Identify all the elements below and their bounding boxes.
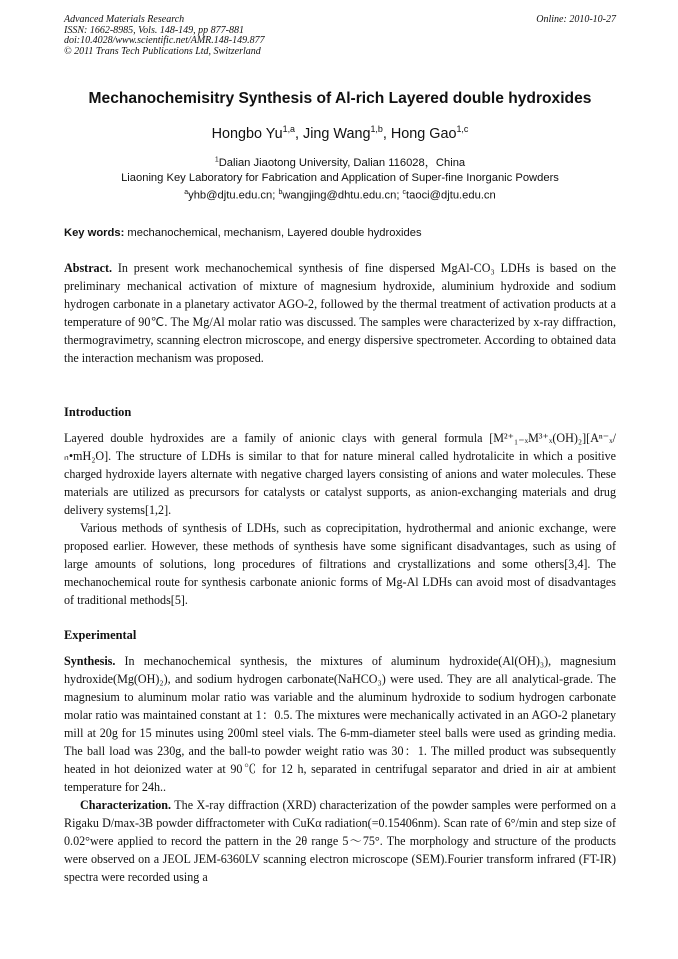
introduction-paragraph-2: Various methods of synthesis of LDHs, such as coprecipitation, hydrothermal and anionic exchange, were proposed earlier. However, these methods of synthesis have some significant disadvantages, such as using of large amounts of solutions, long procedures of filtrations and crystallizations and some others[3,4]. The mechanochemical route for synthesis carbonate anionic forms of Mg-Al LDHs can avoid most of disadvantages of traditional methods[5]. — [64, 521, 616, 607]
journal-name: Advanced Materials Research — [64, 14, 185, 25]
author-affiliation-mark: 1,b — [370, 124, 383, 134]
journal-header — [64, 15, 616, 57]
synthesis-paragraph — [64, 652, 616, 796]
abstract — [64, 259, 616, 367]
introduction-paragraph-1: Layered double hydroxides are a family of anionic clays with general formula [M²⁺₁₋ₓM³⁺ₓ(OH)₂][Aⁿ⁻ₓ/ₙ•mH₂O]. The structure of LDHs is similar to that for nature mineral called hydrotalicite in which a positive charged hydroxide layers alternate with negative charged layers consisting of anions and water molecules. These materials are utilized as precursors for catalysts or catalyst supports, as anion-exchanging materials and drug delivery systems[1,2]. — [64, 431, 616, 517]
synthesis-text: In mechanochemical synthesis, the mixtures of aluminum hydroxide(Al(OH)₃), magnesium hydroxide(Mg(OH)₂), and sodium hydrogen carbonate(NaHCO₃) were used. They are all analytical-grade. The magnesium to aluminum molar ratio was variable and the aluminum hydroxide to sodium hydrogen carbonate molar ratio was maintained constant at 1：0.5. The mixtures were mechanically activated in an AGO-2 planetary mill at 20g for 15 minutes using 200ml steel vials. The 6-mm-diameter steel balls were used as grinding media. The ball load was 230g, and the ball-to powder weight ratio was 30：1. The milled product was subsequently heated in hot deionized water at 90℃ for 12 h, separated in centrifugal separator and dried in air at ambient temperature for 24h.. — [64, 654, 616, 794]
issn-line: ISSN: 1662-8985, Vols. 148-149, pp 877-881 — [64, 24, 244, 36]
characterization-text: The X-ray diffraction (XRD) characterization of the powder samples were performed on a Rigaku D/max-3B powder diffractometer with CuKα radiation(=0.15406nm). Scan rate of 6°/min and step size of 0.02°were applied to record the pattern in the 2θ range 5～75°. The morphology and structure of the products were observed on a JEOL JEM-6360LV scanning electron microscope (SEM).Fourier transform infrared (FT-IR) spectra were recorded using a — [64, 798, 616, 884]
author-name: Jing Wang — [303, 125, 371, 142]
affiliation-text: Dalian Jiaotong University, Dalian 116028，China — [218, 157, 466, 169]
author-affiliation-mark: 1,c — [456, 124, 469, 134]
paper-title: Mechanochemisitry Synthesis of Al-rich Layered double hydroxides — [88, 90, 592, 107]
keywords-label: Key words: — [64, 227, 125, 239]
author-separator: , — [295, 125, 303, 142]
email-b: wangjing@dhtu.edu.cn; — [282, 189, 403, 202]
experimental-body — [64, 652, 616, 886]
author-affiliation-mark: 1,a — [282, 124, 295, 134]
doi-line: doi:10.4028/www.scientific.net/AMR.148-149.877 — [64, 35, 265, 46]
introduction-heading: Introduction — [64, 405, 132, 419]
introduction-body — [64, 429, 616, 609]
email-a: yhb@djtu.edu.cn; — [188, 189, 279, 202]
characterization-label: Characterization. — [80, 798, 172, 812]
email-c: taoci@djtu.edu.cn — [406, 189, 496, 202]
online-date: Online: 2010-10-27 — [536, 14, 616, 25]
abstract-label: Abstract. — [64, 261, 113, 275]
synthesis-label: Synthesis. — [64, 654, 116, 668]
author-separator: , — [382, 125, 391, 142]
affiliation-1 — [64, 154, 616, 170]
email-mark: c — [402, 189, 407, 196]
copyright-line: © 2011 Trans Tech Publications Ltd, Switzerland — [64, 45, 261, 57]
author-list — [64, 124, 616, 142]
experimental-heading: Experimental — [64, 628, 137, 642]
author-name: Hongbo Yu — [211, 125, 283, 142]
abstract-text: In present work mechanochemical synthesis of fine dispersed MgAl-CO₃ LDHs is based on the preliminary mechanical activation of mixture of magnesium hydroxide, aluminium hydroxide and sodium hydrogen carbonate in a planetary activator AGO-2, followed by the thermal treatment of activation products at a temperature of 90℃. The Mg/Al molar ratio was discussed. The samples were characterized by x-ray diffraction, thermogravimetry, scanning electron microscope, and energy dispersive spectrometer. According to obtained data the interaction mechanism was proposed. — [64, 261, 616, 365]
keywords — [64, 227, 616, 239]
affiliation-2: Liaoning Key Laboratory for Fabrication and Application of Super-fine Inorganic Powders — [121, 172, 559, 184]
characterization-paragraph — [64, 796, 616, 886]
email-mark: a — [184, 189, 189, 196]
author-name: Hong Gao — [390, 125, 457, 142]
keywords-text: mechanochemical, mechanism, Layered double hydroxides — [124, 227, 422, 239]
email-mark: b — [278, 189, 283, 196]
affiliation-mark: 1 — [214, 156, 219, 164]
author-emails — [64, 189, 616, 202]
